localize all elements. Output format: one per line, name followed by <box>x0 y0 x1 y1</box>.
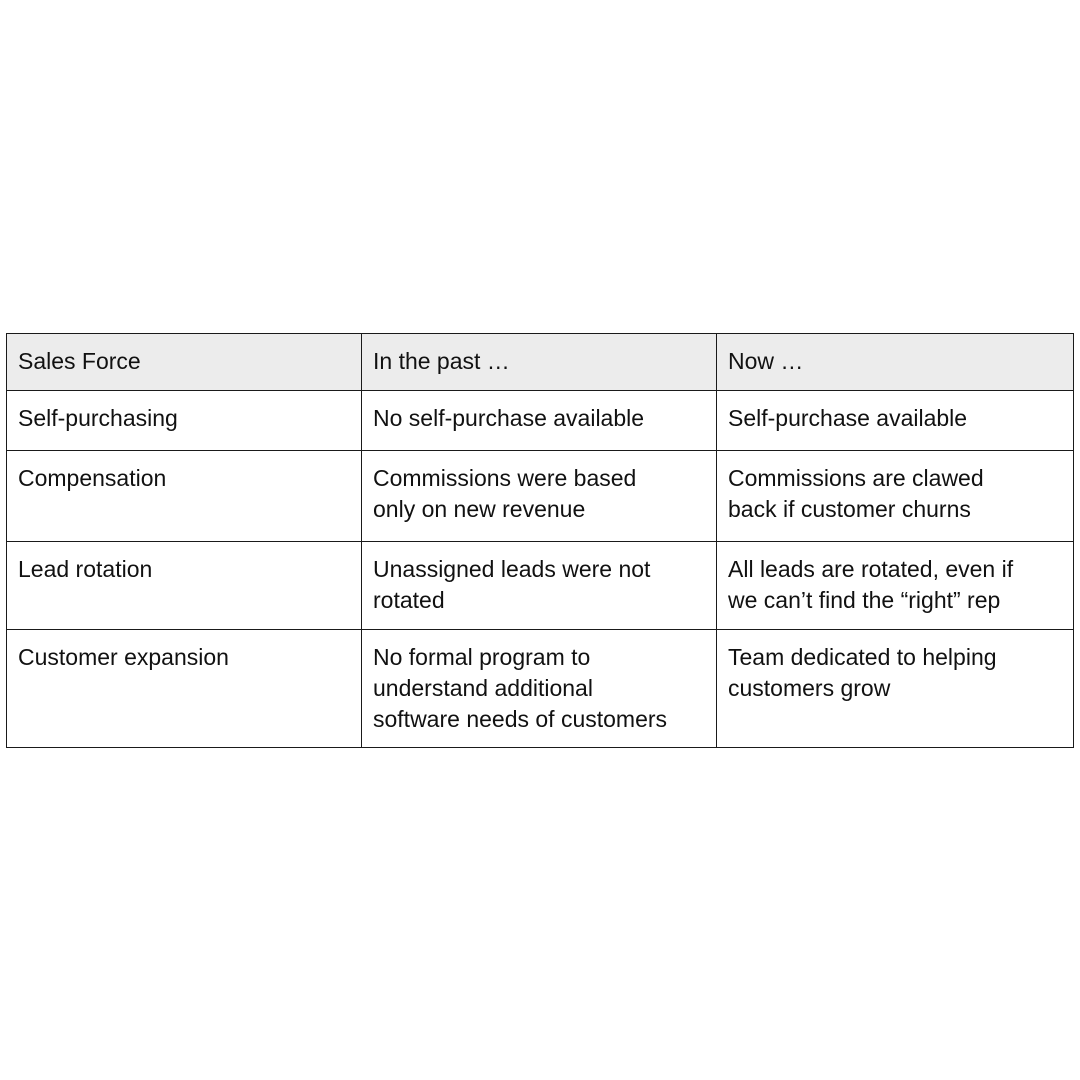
now-cell: Team dedicated to helping customers grow <box>717 630 1074 748</box>
row-label-cell: Customer expansion <box>7 630 362 748</box>
table-row <box>7 391 1074 451</box>
now-cell: Self-purchase available <box>717 391 1074 451</box>
past-cell: Commissions were based only on new revenue <box>362 451 717 542</box>
past-cell: Unassigned leads were not rotated <box>362 542 717 630</box>
row-label-cell: Self-purchasing <box>7 391 362 451</box>
past-cell: No formal program to understand additional software needs of customers <box>362 630 717 748</box>
table-header-row <box>7 334 1074 391</box>
table-row <box>7 451 1074 542</box>
header-sales-force: Sales Force <box>7 334 362 391</box>
header-now: Now … <box>717 334 1074 391</box>
comparison-table <box>6 333 1074 748</box>
table-row <box>7 630 1074 748</box>
past-cell: No self-purchase available <box>362 391 717 451</box>
row-label-cell: Lead rotation <box>7 542 362 630</box>
now-cell: All leads are rotated, even if we can’t find the “right” rep <box>717 542 1074 630</box>
row-label-cell: Compensation <box>7 451 362 542</box>
table-row <box>7 542 1074 630</box>
now-cell: Commissions are clawed back if customer churns <box>717 451 1074 542</box>
header-in-the-past: In the past … <box>362 334 717 391</box>
